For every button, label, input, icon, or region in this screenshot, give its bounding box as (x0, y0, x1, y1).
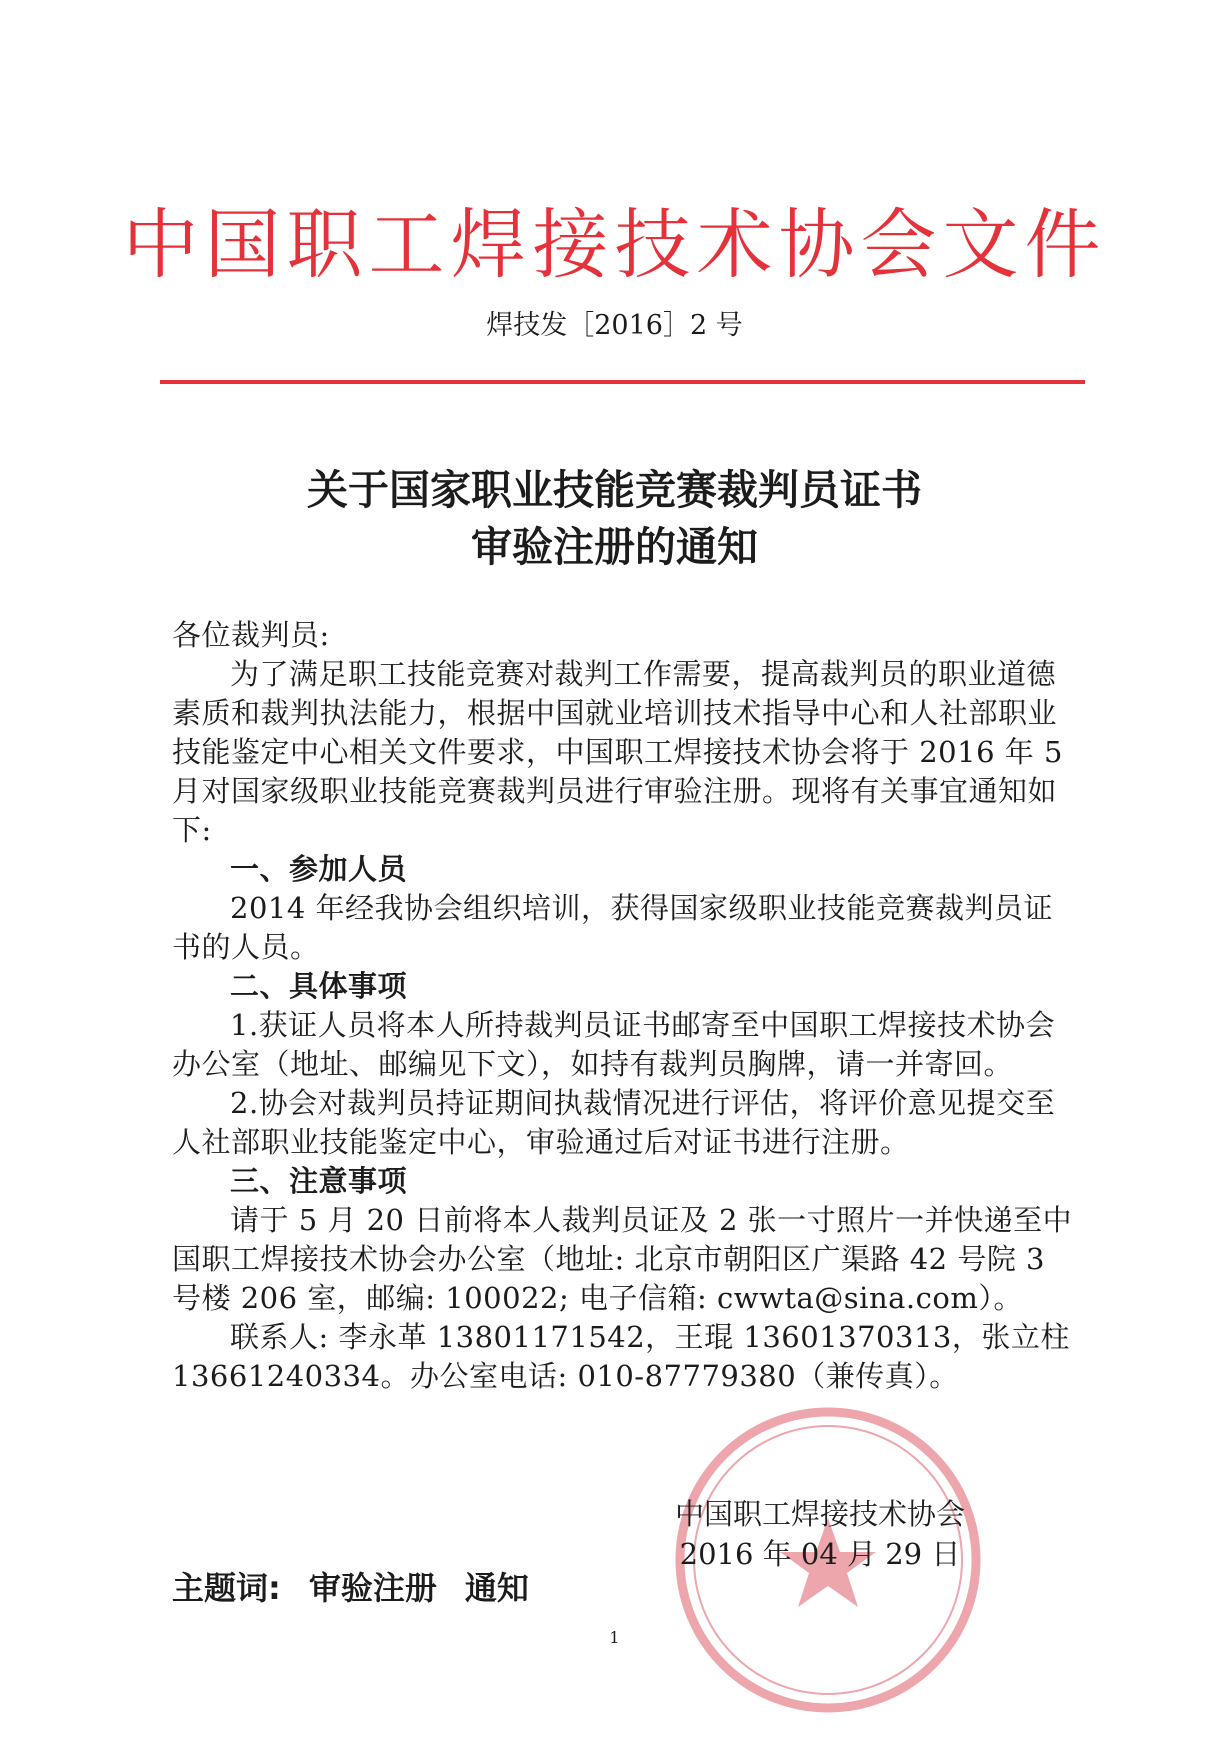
page-number: 1 (609, 1628, 620, 1647)
section-1-text: 2014 年经我协会组织培训，获得国家级职业技能竞赛裁判员证书的人员。 (172, 891, 1054, 964)
notice-body (172, 616, 1082, 1396)
document-header-title: 中国职工焊接技术协会文件 (122, 200, 1107, 289)
contact-paragraph: 联系人: 李永革 13801171542，王琨 13601370313，张立柱 13661240334。办公室电话: 010-87779380（兼传真）。 (172, 1320, 1070, 1393)
section-3-heading: 三、注意事项 (230, 1164, 408, 1198)
keywords-label: 主题词: (172, 1569, 281, 1607)
intro-paragraph: 为了满足职工技能竞赛对裁判工作需要，提高裁判员的职业道德素质和裁判执法能力，根据中国就业培训技术指导中心和人社部职业技能鉴定中心相关文件要求，中国职工焊接技术协会将于 2016 年 5 月对国家级职业技能竞赛裁判员进行审验注册。现将有关事宜通知如下: (172, 657, 1063, 847)
notice-title (0, 462, 1229, 576)
keyword-term-2: 通知 (464, 1569, 529, 1607)
header-red-rule (160, 380, 1085, 384)
signature-organization: 中国职工焊接技术协会 (674, 1497, 965, 1531)
section-2-item-2: 2.协会对裁判员持证期间执裁情况进行评估，将评价意见提交至人社部职业技能鉴定中心，审验通过后对证书进行注册。 (172, 1086, 1056, 1159)
document-number: 焊技发［2016］2 号 (486, 310, 743, 341)
notice-title-line-2: 审验注册的通知 (471, 523, 758, 571)
salutation: 各位裁判员: (172, 618, 330, 652)
section-2-heading: 二、具体事项 (230, 969, 408, 1003)
notice-title-line-1: 关于国家职业技能竞赛裁判员证书 (307, 466, 922, 514)
keywords-line (172, 1566, 557, 1610)
signature-block (640, 1494, 1000, 1574)
section-3-text: 请于 5 月 20 日前将本人裁判员证及 2 张一寸照片一并快递至中国职工焊接技术协会办公室（地址: 北京市朝阳区广渠路 42 号院 3 号楼 206 室，邮编: 100022; 电子信箱: cwwta@sina.com）。 (172, 1203, 1073, 1315)
keyword-term-1: 审验注册 (308, 1569, 437, 1607)
signature-date: 2016 年 04 月 29 日 (679, 1537, 961, 1571)
section-1-heading: 一、参加人员 (230, 852, 408, 886)
section-2-item-1: 1.获证人员将本人所持裁判员证书邮寄至中国职工焊接技术协会办公室（地址、邮编见下文），如持有裁判员胸牌，请一并寄回。 (172, 1008, 1056, 1081)
